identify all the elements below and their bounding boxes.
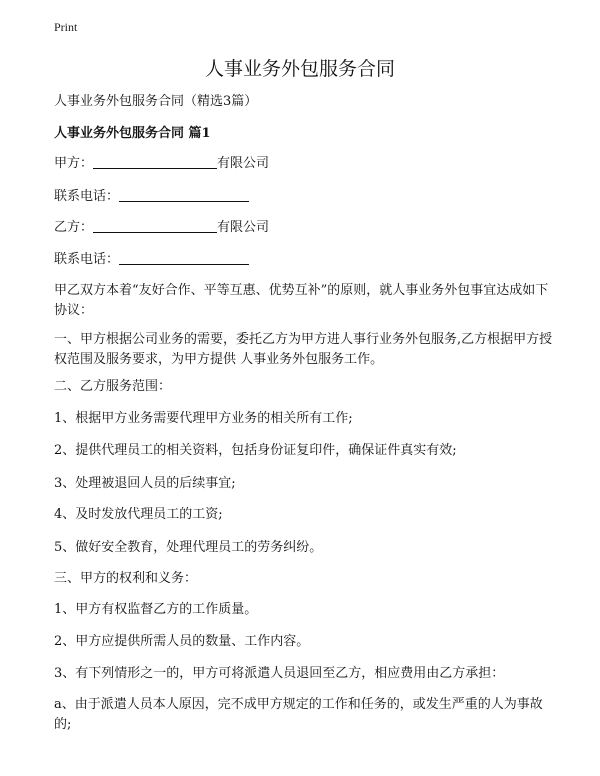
phone-blank-1	[119, 187, 249, 202]
section-heading: 人事业务外包服务合同 篇1	[54, 126, 211, 141]
intro-paragraph: 甲乙双方本着“友好合作、平等互惠、优势互补”的原则，就人事业务外包事宜达成如下协议：	[54, 283, 549, 318]
document-title: 人事业务外包服务合同	[204, 58, 395, 80]
clause-2-item: 5、做好安全教育，处理代理员工的劳务纠纷。	[54, 540, 323, 555]
clause-2-item: 2、提供代理员工的相关资料，包括身份证复印件，确保证件真实有效;	[54, 443, 457, 458]
clause-3-item: 2、甲方应提供所需人员的数量、工作内容。	[54, 634, 310, 649]
party-a-row	[54, 154, 554, 174]
clause-2-title: 二、乙方服务范围：	[54, 379, 172, 394]
clause-3-title: 三、甲方的权利和义务：	[54, 571, 198, 586]
print-label[interactable]: Print	[54, 20, 78, 34]
phone-label-2: 联系电话：	[54, 252, 120, 267]
party-a-label: 甲方：	[54, 156, 94, 171]
party-b-blank	[93, 218, 217, 233]
phone-row-2	[54, 250, 554, 270]
clause-3-item: 3、有下列情形之一的，甲方可将派遣人员退回至乙方，相应费用由乙方承担：	[54, 666, 505, 681]
party-b-label: 乙方：	[54, 220, 94, 235]
party-a-blank	[93, 154, 217, 169]
party-b-suffix: 有限公司	[217, 220, 270, 235]
clause-2-item: 4、及时发放代理员工的工资;	[54, 507, 223, 522]
clause-3-item-a: a、由于派遣人员本人原因，完不成甲方规定的工作和任务的，或发生严重的人为事故的;	[54, 697, 543, 732]
clause-2-item: 3、处理被退回人员的后续事宜;	[54, 476, 236, 491]
phone-row-1	[54, 187, 554, 207]
document-subtitle: 人事业务外包服务合同（精选3篇）	[54, 94, 258, 109]
party-b-row	[54, 218, 554, 238]
party-a-suffix: 有限公司	[217, 156, 270, 171]
clause-3-item: 1、甲方有权监督乙方的工作质量。	[54, 602, 258, 617]
clause-1: 一、甲方根据公司业务的需要，委托乙方为甲方进人事行业务外包服务,乙方根据甲方授权范围及服务要求，为甲方提供 人事业务外包服务工作。	[54, 332, 553, 367]
clause-2-item: 1、根据甲方业务需要代理甲方业务的相关所有工作;	[54, 411, 353, 426]
phone-label-1: 联系电话：	[54, 189, 120, 204]
phone-blank-2	[119, 250, 249, 265]
